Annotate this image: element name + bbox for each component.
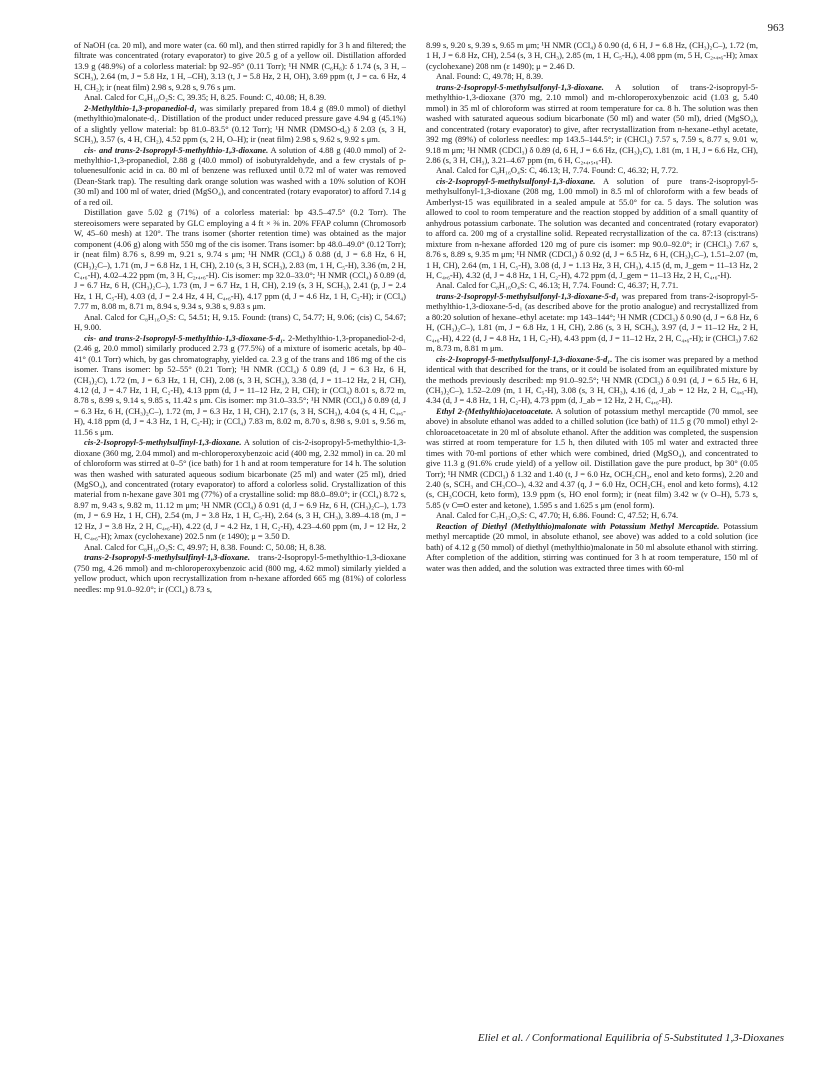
- section-heading: trans-2-Isopropyl-5-methylsulfonyl-1,3-dioxane.: [436, 81, 604, 92]
- paragraph: [74, 207, 406, 312]
- paragraph-text: A solution of trans-2-isopropyl-5-methylthio-1,3-dioxane (370 mg, 2.10 mmol) and m-chloroperoxybenzoic acid (1.03 g, 5.40 mmol) in 35 ml of chloroform was stirred at room temperature for ca. 8 h. The solution was then washed with saturated aqueous sodium bicarbonate (50 ml) and water (50 ml), dried (MgSO₄), and concentrated (rotary evaporator) to give, after recrystallization from n-hexane–ethyl acetate, 392 mg (89%) of colorless needles: mp 143.5–144.5°; ir (CHCl₃) 7.57 s, 7.59 s, 8.77 s, 9.01 w, 9.18 m μm; ¹H NMR (CDCl₃) δ 0.89 (d, 6 H, J = 6.6 Hz, (CH₃)₂C), 1.81 (m, 1 H, J = 6.6 Hz, CH), 2.86 (s, 3 H, CH₃), 3.21–4.67 ppm (m, 6 H, C₂,₄,₅,₆-H).: [426, 81, 758, 165]
- paragraph-text: Potassium methyl mercaptide (20 mmol, in absolute ethanol, see above) was added to a cold solution (ice bath) of 4.12 g (50 mmol) of diethyl (methylthio)malonate in 50 ml absolute ethanol with stirring. After completion of the addition, stirring was continued for 3 h at room temperature, 150 ml of water was then added, and the solution was extracted three times with 60-ml: [426, 520, 758, 573]
- paragraph-text: Anal. Calcd for C₄H₁₀O₂S: C, 39.35; H, 8.25. Found: C, 40.08; H, 8.39.: [84, 92, 327, 103]
- paragraph: [426, 510, 758, 520]
- paragraph: [426, 176, 758, 281]
- paragraph: [426, 354, 758, 406]
- paragraph-text: A solution of potassium methyl mercaptide (70 mmol, see above) in absolute ethanol was added to a chilled solution (ice bath) of 11.5 g (70 mmol) ethyl 2-chloroacetoacetate in 20 ml of absolute ethanol. After the addition was completed, the suspension was stirred at room temperature for 1.5 h, then diluted with 105 ml water and extracted three times with 70-ml portions of ether which were combined, dried (MgSO₄), and concentrated to give 11.3 g (91.6% crude yield) of a yellow oil. Distillation gave the pure product, bp 30° (0.05 Torr); ¹H NMR (CDCl₃) δ 1.32 and 1.40 (t, J = 6.0 Hz, OCH₂CH₃, enol and keto forms), 2.20 and 2.40 (s, SCH₃ and CH₃CO–), 4.32 and 4.37 (q, J = 6.0 Hz, OCH₂CH₃ enol and keto forms), 4.12 (s, CH₃COCH, keto form), 13.9 ppm (s, HO enol form); ir (neat film) 3.42 w (ν O–H), 5.73 s, 5.85 (ν C═O ester and ketone), 1.595 s and 1.625 s μm (enol form).: [426, 405, 758, 510]
- paragraph-text: of NaOH (ca. 20 ml), and more water (ca. 60 ml), and then stirred rapidly for 3 h and filtered; the filtrate was concentrated (rotary evaporator) to give 20.5 g of a yellow oil. Distillation afforded 13.9 g (48.9%) of a colorless material: bp 92–95° (0.11 Torr); ¹H NMR (C₆H₆): δ 1.74 (s, 3 H, –SCH₃), 2.64 (m, J = 5.8 Hz, 1 H, –CH), 3.13 (t, J = 5.8 Hz, 2 H, OH), 3.69 ppm (t, J = ca. 6 Hz, 4 H, CH₂); ir (neat film) 2.98 s, 9.28 s, 9.76 s μm.: [74, 40, 406, 92]
- right-column: [426, 40, 758, 573]
- paragraph: [74, 552, 406, 594]
- section-heading: cis- and trans-2-Isopropyl-5-methylthio-1,3-dioxane-5-d₁.: [84, 332, 286, 343]
- paragraph-text: trans-2-Isopropyl-5-methylthio-1,3-dioxane (750 mg, 4.26 mmol) and m-chloroperoxybenzoic acid (800 mg, 4.62 mmol) similarly yielded a yellow product, which upon recrystallization from n-hexane afforded 665 mg (81%) of colorless needles: mp 91.0–92.0°; ir (CCl₄) 8.73 s,: [74, 552, 406, 594]
- paragraph-text: 8.99 s, 9.20 s, 9.39 s, 9.65 m μm; ¹H NMR (CCl₄) δ 0.90 (d, 6 H, J = 6.8 Hz, (CH₃)₂C–), 1.72 (m, 1 H, J = 6.8 Hz, CH), 2.54 (s, 3 H, CH₃), 2.85 (m, 1 H, C₅-Hₐ), 4.08 ppm (m, 5 H, C₂,₄,₆-H); λmax (cyclohexane) 208 nm (ε 1490); μ = 2.46 D.: [426, 40, 758, 71]
- section-heading: Reaction of Diethyl (Methylthio)malonate with Potassium Methyl Mercaptide.: [436, 520, 720, 531]
- paragraph: [74, 312, 406, 333]
- paragraph: [74, 333, 406, 438]
- paragraph-text: Anal. Calcd for C₈H₁₆O₄S: C, 46.13; H, 7.74. Found: C, 46.32; H, 7.72.: [436, 165, 679, 176]
- paragraph-text: Anal. Calcd for C₈H₁₆O₂S: C, 54.51; H, 9.15. Found: (trans) C, 54.77; H, 9.06; (cis) C, 54.67; H, 9.00.: [74, 311, 406, 333]
- paragraph: [426, 280, 758, 290]
- paragraph: [74, 40, 406, 92]
- paragraph: [426, 291, 758, 354]
- section-heading: trans-2-Isopropyl-5-methylsulfinyl-1,3-dioxane.: [84, 552, 250, 563]
- paragraph-text: Anal. Calcd for C₇H₁₂O₃S: C, 47.70; H, 6.86. Found: C, 47.52; H, 6.74.: [436, 510, 679, 521]
- section-heading: Ethyl 2-(Methylthio)acetoacetate.: [436, 405, 554, 416]
- section-heading: cis-2-Isopropyl-5-methylsulfinyl-1,3-dioxane.: [84, 437, 242, 448]
- running-footer: Eliel et al. / Conformational Equilibria of 5-Substituted 1,3-Dioxanes: [477, 1032, 784, 1044]
- paragraph: [426, 521, 758, 573]
- paragraph-text: Anal. Calcd for C₈H₁₆O₃S: C, 49.97; H, 8.38. Found: C, 50.08; H, 8.38.: [84, 541, 327, 552]
- paragraph-text: Anal. Found: C, 49.78; H, 8.39.: [436, 71, 544, 82]
- section-heading: cis-2-Isopropyl-5-methylsulfonyl-1,3-dioxane-5-d₁.: [436, 353, 613, 364]
- paragraph-text: The cis isomer was prepared by a method identical with that described for the trans, or it could be isolated from an equilibrated mixture by the methods previously described: mp 91.0–92.5°; ¹H NMR (CDCl₃) δ 0.91 (d, J = 6.5 Hz, 6 H, (CH₃)₂C–), 1.52–2.09 (m, 1 H, C₅-H), 3.08 (s, 3 H, CH₃), 4.16 (d, J_ab = 12 Hz, 2 H, C₄,₆-H), 4.34 (d, J = 4.8 Hz, 1 H, C₂-H), 4.73 ppm (d, J_ab = 12 Hz, 2 H, C₄,₆-H).: [426, 353, 758, 406]
- paragraph: [426, 40, 758, 71]
- paragraph-text: A solution of pure trans-2-isopropyl-5-methylsulfonyl-1,3-dioxane (208 mg, 1.00 mmol) in 8.5 ml of chloroform with a few beads of Amberlyst-15 was equilibrated in a sealed ampule at 55.0° for ca. 5 days. The solution was allowed to cool to room temperature and the reaction stopped by addition of a small quantity of anhydrous potassium carbonate. The solution was decanted and concentrated (rotary evaporator) to afford ca. 200 mg of a crystalline solid. Repeated recrystallization of the ca. 87:13 (cis:trans) mixture from n-hexane afforded 120 mg of pure cis isomer: mp 90.0–92.0°; ir (CHCl₃) 7.67 s, 8.76 s, 8.89 s, 9.35 m μm; ¹H NMR (CDCl₃) δ 0.92 (d, J = 6.5 Hz, 6 H, (CH₃)₂C–), 1.51–2.07 (m, 1 H, CH), 2.64 (m, 1 H, C₅-H), 3.08 (d, J = 1.13 Hz, 3 H, CH₃), 4.15 (d, m, J_gem = 11–13 Hz, 2 H, C₄,₆-H), 4.32 (d, J = 4.8 Hz, 1 H, C₂-H), 4.72 ppm (d, J_gem = 11–13 Hz, 2 H, C₄,₆-H).: [426, 175, 758, 280]
- paragraph: [74, 103, 406, 145]
- paragraph: [426, 165, 758, 175]
- paragraph-text: Distillation gave 5.02 g (71%) of a colorless material: bp 43.5–47.5° (0.2 Torr). The stereoisomers were separated by GLC employing a 4 ft × ⅜ in. 20% FFAP column (Chromosorb W, 45–60 mesh) at 120°. The trans isomer (shorter retention time) was obtained as the major component (4.06 g) along with 550 mg of the cis isomer. Trans isomer: bp 48.0–49.0° (0.12 Torr); ir (neat film) 8.76 s, 8.99 m, 9.21 s, 9.74 s μm; ¹H NMR (CCl₄) δ 0.88 (d, J = 6.8 Hz, 6 H, (CH₃)₂C–), 1.71 (m, J = 6.8 Hz, 1 H, CH), 2.10 (s, 3 H, SCH₃), 2.83 (m, 1 H, C₅-H), 3.36 (m, 2 H, C₄,₆-H), 4.02–4.22 ppm (m, 3 H, C₂,₄,₆-H). Cis isomer: mp 32.0–33.0°; ¹H NMR (CCl₄) δ 0.89 (d, J = 6.7 Hz, 6 H, (CH₃)₂C–), 1.73 (m, J = 6.7 Hz, 1 H, CH), 2.19 (s, 3 H, SCH₃), 2.41 (p, J = 2.4 Hz, 1 H, C₅-H), 4.03 (d, J = 2.4 Hz, 4 H, C₄,₆-H), 4.17 ppm (d, J = 4.6 Hz, 1 H, C₂-H); ir (CCl₄) 7.77 m, 8.08 m, 8.71 m, 8.94 s, 9.34 s, 9.38 s, 9.83 s μm.: [74, 207, 406, 312]
- section-heading: cis-2-Isopropyl-5-methylsulfonyl-1,3-dioxane.: [436, 175, 596, 186]
- paragraph: [426, 82, 758, 166]
- paragraph: [74, 542, 406, 552]
- paragraph-text: A solution of 4.88 g (40.0 mmol) of 2-methylthio-1,3-propanediol, 2.88 g (40.0 mmol) of isobutyraldehyde, and a few crystals of p-toluenesulfonic acid in ca. 80 ml of benzene was refluxed until 0.72 ml of water was removed (Dean-Stark trap). The resulting dark orange solution was washed with a 10% solution of KOH (30 ml) and 100 ml of water, dried (MgSO₄), and concentrated (rotary evaporator) to afford 7.14 g of a red oil.: [74, 144, 407, 207]
- paragraph: [74, 145, 406, 208]
- paragraph-text: A solution of cis-2-isopropyl-5-methylthio-1,3-dioxane (360 mg, 2.04 mmol) and m-chloroperoxybenzoic acid (400 mg, 2.32 mmol) in ca. 20 ml of chloroform was stirred at 0–5° (ice bath) for 1 h and at room temperature for 14 h. The solution was then washed with saturated aqueous sodium bicarbonate (25 ml) and water (25 ml), dried (MgSO₄), and concentrated (rotary evaporator) to afford a colorless solid. Crystallization of this material from n-hexane gave 301 mg (77%) of a crystalline solid: mp 88.0–89.0°; ir (CCl₄) 8.72 s, 8.97 m, 9.43 s, 9.82 m, 11.12 m μm; ¹H NMR (CCl₄) δ 0.91 (d, J = 6.9 Hz, 6 H, (CH₃)₂C–), 1.73 (m, J = 6.9 Hz, 1 H, CH), 2.54 (m, J = 3.8 Hz, 1 H, C₅-H), 2.64 (s, 3 H, CH₃), 3.89–4.18 (m, J = 12 Hz, J = 3.8 Hz, 2 H, C₄,₆-H), 4.22 (d, J = 4.2 Hz, 1 H, C₂-H), 4.23–4.60 ppm (m, J = 12 Hz, 2 H, C₄,₆-H); λmax (cyclohexane) 202.5 nm (ε 1490); μ = 3.50 D.: [74, 437, 406, 542]
- paragraph: [426, 406, 758, 511]
- section-heading: 2-Methylthio-1,3-propanediol-d₁: [84, 102, 197, 113]
- paragraph: [74, 92, 406, 102]
- paragraph-text: 2-Methylthio-1,3-propanediol-2-d₁ (2.46 g, 20.0 mmol) similarly produced 2.73 g (77.5%) of a mixture of isomeric acetals, bp 40–41° (0.1 Torr) which, by gas chromatography, yielded ca. 2.3 g of the trans and 186 mg of the cis isomer. Trans isomer: bp 52–55° (0.21 Torr); ¹H NMR (CCl₄) δ 0.89 (d, J = 6.3 Hz, 6 H, (CH₃)₂C), 1.72 (m, J = 6.3 Hz, 1 H, CH), 2.08 (s, 3 H, SCH₃), 3.38 (d, J = 11–12 Hz, 2 H, CH), 4.12 (d, J = 4.7 Hz, 1 H, C₂-H), 4.13 ppm (d, J = 11–12 Hz, 2 H, CH); ir (CCl₄) 8.01 s, 8.72 m, 8.78 s, 8.99 s, 9.14 s, 9.85 s, 11.42 s μm. Cis isomer: mp 31.0–33.5°; ¹H NMR (CCl₄) δ 0.89 (d, J = 6.3 Hz, 6 H, (CH₃)₂C–), 1.72 (m, J = 6.3 Hz, 1 H, CH), 2.17 (s, 3 H, SCH₃), 4.04 (s, 4 H, C₄,₆-H), 4.18 ppm (d, J = 4.3 Hz, 1 H, C₂-H); ir (CCl₄) 7.83 m, 8.02 m, 8.70 s, 8.98 s, 9.01 s, 9.56 m, 11.56 s μm.: [74, 332, 406, 437]
- page-number: 963: [767, 22, 784, 34]
- paragraph: [74, 437, 406, 542]
- paragraph-text: was prepared from trans-2-isopropyl-5-methylthio-1,3-dioxane-5-d₁ (as described above for the protio analogue) and recrystallized from a 80:20 solution of hexane–ethyl acetate: mp 143–144°; ¹H NMR (CDCl₃) δ 0.90 (d, J = 6.8 Hz, 6 H, (CH₃)₂C–), 1.81 (m, J = 6.8 Hz, 1 H, CH), 2.86 (s, 3 H, SCH₃), 3.97 (d, J = 11–12 Hz, 2 H, C₄,₆-H), 4.22 (d, J = 4.8 Hz, 1 H, C₂-H), 4.43 ppm (d, J = 11–12 Hz, 2 H, C₄,₆-H); ir (CHCl₃) 7.62 m, 8.73 m, 8.81 m μm.: [426, 290, 758, 354]
- paragraph-text: Anal. Calcd for C₈H₁₆O₄S: C, 46.13; H, 7.74. Found: C, 46.37; H, 7.71.: [436, 280, 679, 291]
- paragraph: [426, 71, 758, 81]
- paragraph-text: was similarly prepared from 18.4 g (89.0 mmol) of diethyl (methylthio)malonate-d₁. Distillation of the product under reduced pressure gave 4.94 g (45.1%) of a slightly yellow material: bp 81.0–83.5° (0.12 Torr); ¹H NMR (DMSO-d₆) δ 2.03 (s, 3 H, SCH₃), 3.57 (s, 4 H, CH₂), 4.52 ppm (s, 2 H, O–H); ir (neat film) 2.98 s, 9.62 s, 9.92 s μm.: [74, 102, 406, 145]
- left-column: [74, 40, 406, 594]
- section-heading: trans-2-Isopropyl-5-methylsulfonyl-1,3-dioxane-5-d₁: [436, 290, 619, 301]
- section-heading: cis- and trans-2-Isopropyl-5-methylthio-1,3-dioxane.: [84, 144, 269, 155]
